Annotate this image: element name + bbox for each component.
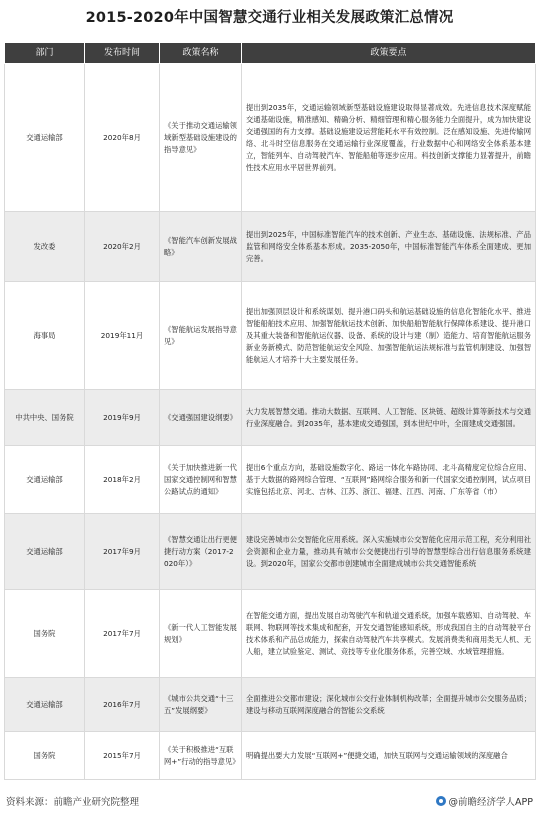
policy-table (4, 42, 536, 780)
cell-policy-name: 《关于推动交通运输领域新型基础设施建设的指导意见》 (160, 64, 242, 212)
cell-policy-points: 全面推进公交都市建设；深化城市公交行业体制机构改革；全面提升城市公交服务品质；建设与移动互联网深度融合的智能公交系统 (242, 678, 536, 732)
table-row (5, 732, 536, 780)
cell-policy-name: 《关于加快推进新一代国家交通控制网和智慧公路试点的通知》 (160, 446, 242, 514)
cell-policy-name: 《交通强国建设纲要》 (160, 390, 242, 446)
page-title: 2015-2020年中国智慧交通行业相关发展政策汇总情况 (85, 10, 454, 26)
cell-date: 2019年9月 (85, 390, 160, 446)
cell-date: 2017年9月 (85, 514, 160, 590)
cell-date: 2019年11月 (85, 282, 160, 390)
header-dept: 部门 (5, 43, 85, 64)
cell-policy-name: 《智能汽车创新发展战略》 (160, 212, 242, 282)
table-row (5, 514, 536, 590)
table-row (5, 282, 536, 390)
cell-policy-name: 《新一代人工智能发展规划》 (160, 590, 242, 678)
header-date: 发布时间 (85, 43, 160, 64)
header-points: 政策要点 (242, 43, 536, 64)
cell-dept: 交通运输部 (5, 514, 85, 590)
table-row (5, 64, 536, 212)
cell-policy-name: 《关于积极推进“互联网+”行动的指导意见》 (160, 732, 242, 780)
cell-policy-points: 建设完善城市公交智能化应用系统。深入实施城市公交智能化应用示范工程，充分利用社会资源和企业力量，推动具有城市公交便捷出行引导的智慧型综合出行信息服务系统建设。到2020年，国家公交都市创建城市全面建成城市公共交通智能系统 (242, 514, 536, 590)
cell-policy-points: 提出6个重点方向，基础设施数字化、路运一体化车路协同、北斗高精度定位综合应用、基于大数据的路网综合管理、“互联网”路网综合服务和新一代国家交通控制网，试点项目实施包括北京、河北、吉林、江苏、浙江、福建、江西、河南、广东等省（市） (242, 446, 536, 514)
cell-policy-points: 提出加强顶层设计和系统谋划、提升港口码头和航运基础设施的信息化智能化水平、推进智能船舶技术应用、加强智能航运技术创新、加快船舶智能航行保障体系建设、提升港口及其重大装备和智能航运仪器、设备、系统的设计与建（制）造能力、培育智能航运服务新业务新模式、防范智能航运安全风险、加强智能航运法规标准与监管机制建设、加强智能航运人才培养十大主要发展任务。 (242, 282, 536, 390)
cell-policy-points: 提出到2035年，交通运输领域新型基础设施建设取得显著成效。先进信息技术深度赋能交通基础设施，精准感知、精确分析、精细管理和精心服务能力全面提升，成为加快建设交通强国的有力支撑。基础设施建设运营能耗水平有效控制。泛在感知设施、先进传输网络、北斗时空信息服务在交通运输行业深度覆盖，行业数据中心和网络安全体系基本建立，智能列车、自动驾驶汽车、智能船舶等逐步应用。科技创新支撑能力显著提升，前瞻性技术应用水平居世界前列。 (242, 64, 536, 212)
cell-policy-name: 《智能航运发展指导意见》 (160, 282, 242, 390)
cell-dept: 交通运输部 (5, 446, 85, 514)
cell-dept: 交通运输部 (5, 64, 85, 212)
cell-dept: 海事局 (5, 282, 85, 390)
cell-date: 2018年2月 (85, 446, 160, 514)
cell-dept: 交通运输部 (5, 678, 85, 732)
table-row (5, 590, 536, 678)
brand-label: @前瞻经济学人APP (448, 797, 533, 808)
brand-credit (436, 794, 533, 808)
cell-date: 2016年7月 (85, 678, 160, 732)
table-row (5, 212, 536, 282)
cell-date: 2020年2月 (85, 212, 160, 282)
cell-dept: 国务院 (5, 732, 85, 780)
cell-policy-points: 大力发展智慧交通。推动大数据、互联网、人工智能、区块链、超级计算等新技术与交通行业深度融合。到2035年，基本建成交通强国，到本世纪中叶，全面建成交通强国。 (242, 390, 536, 446)
cell-date: 2017年7月 (85, 590, 160, 678)
cell-dept: 发改委 (5, 212, 85, 282)
table-row (5, 446, 536, 514)
cell-policy-name: 《城市公共交通“十三五”发展纲要》 (160, 678, 242, 732)
source-note: 资料来源：前瞻产业研究院整理 (6, 797, 140, 808)
header-name: 政策名称 (160, 43, 242, 64)
cell-policy-points: 提出到2025年，中国标准智能汽车的技术创新、产业生态、基础设施、法规标准、产品监管和网络安全体系基本形成。2035-2050年，中国标准智能汽车体系全面建成、更加完善。 (242, 212, 536, 282)
cell-date: 2015年7月 (85, 732, 160, 780)
cell-policy-points: 在智能交通方面，提出发展自动驾驶汽车和轨道交通系统，加强车载感知、自动驾驶、车联网、物联网等技术集成和配套，开发交通智能感知系统，形成我国自主的自动驾驶平台技术体系和产品总成能力，探索自动驾驶汽车共享模式。发展消费类和商用类无人机、无人船，建立试验鉴定、测试、竞技等专业化服务体系，完善空域、水域管理措施。 (242, 590, 536, 678)
table-row (5, 390, 536, 446)
table-header-row (5, 43, 536, 64)
cell-dept: 国务院 (5, 590, 85, 678)
cell-date: 2020年8月 (85, 64, 160, 212)
cell-policy-name: 《智慧交通让出行更便捷行动方案（2017-2020年）》 (160, 514, 242, 590)
cell-dept: 中共中央、国务院 (5, 390, 85, 446)
cell-policy-points: 明确提出要大力发展“互联网+”便捷交通，加快互联网与交通运输领域的深度融合 (242, 732, 536, 780)
table-row (5, 678, 536, 732)
brand-logo-icon (436, 796, 446, 806)
